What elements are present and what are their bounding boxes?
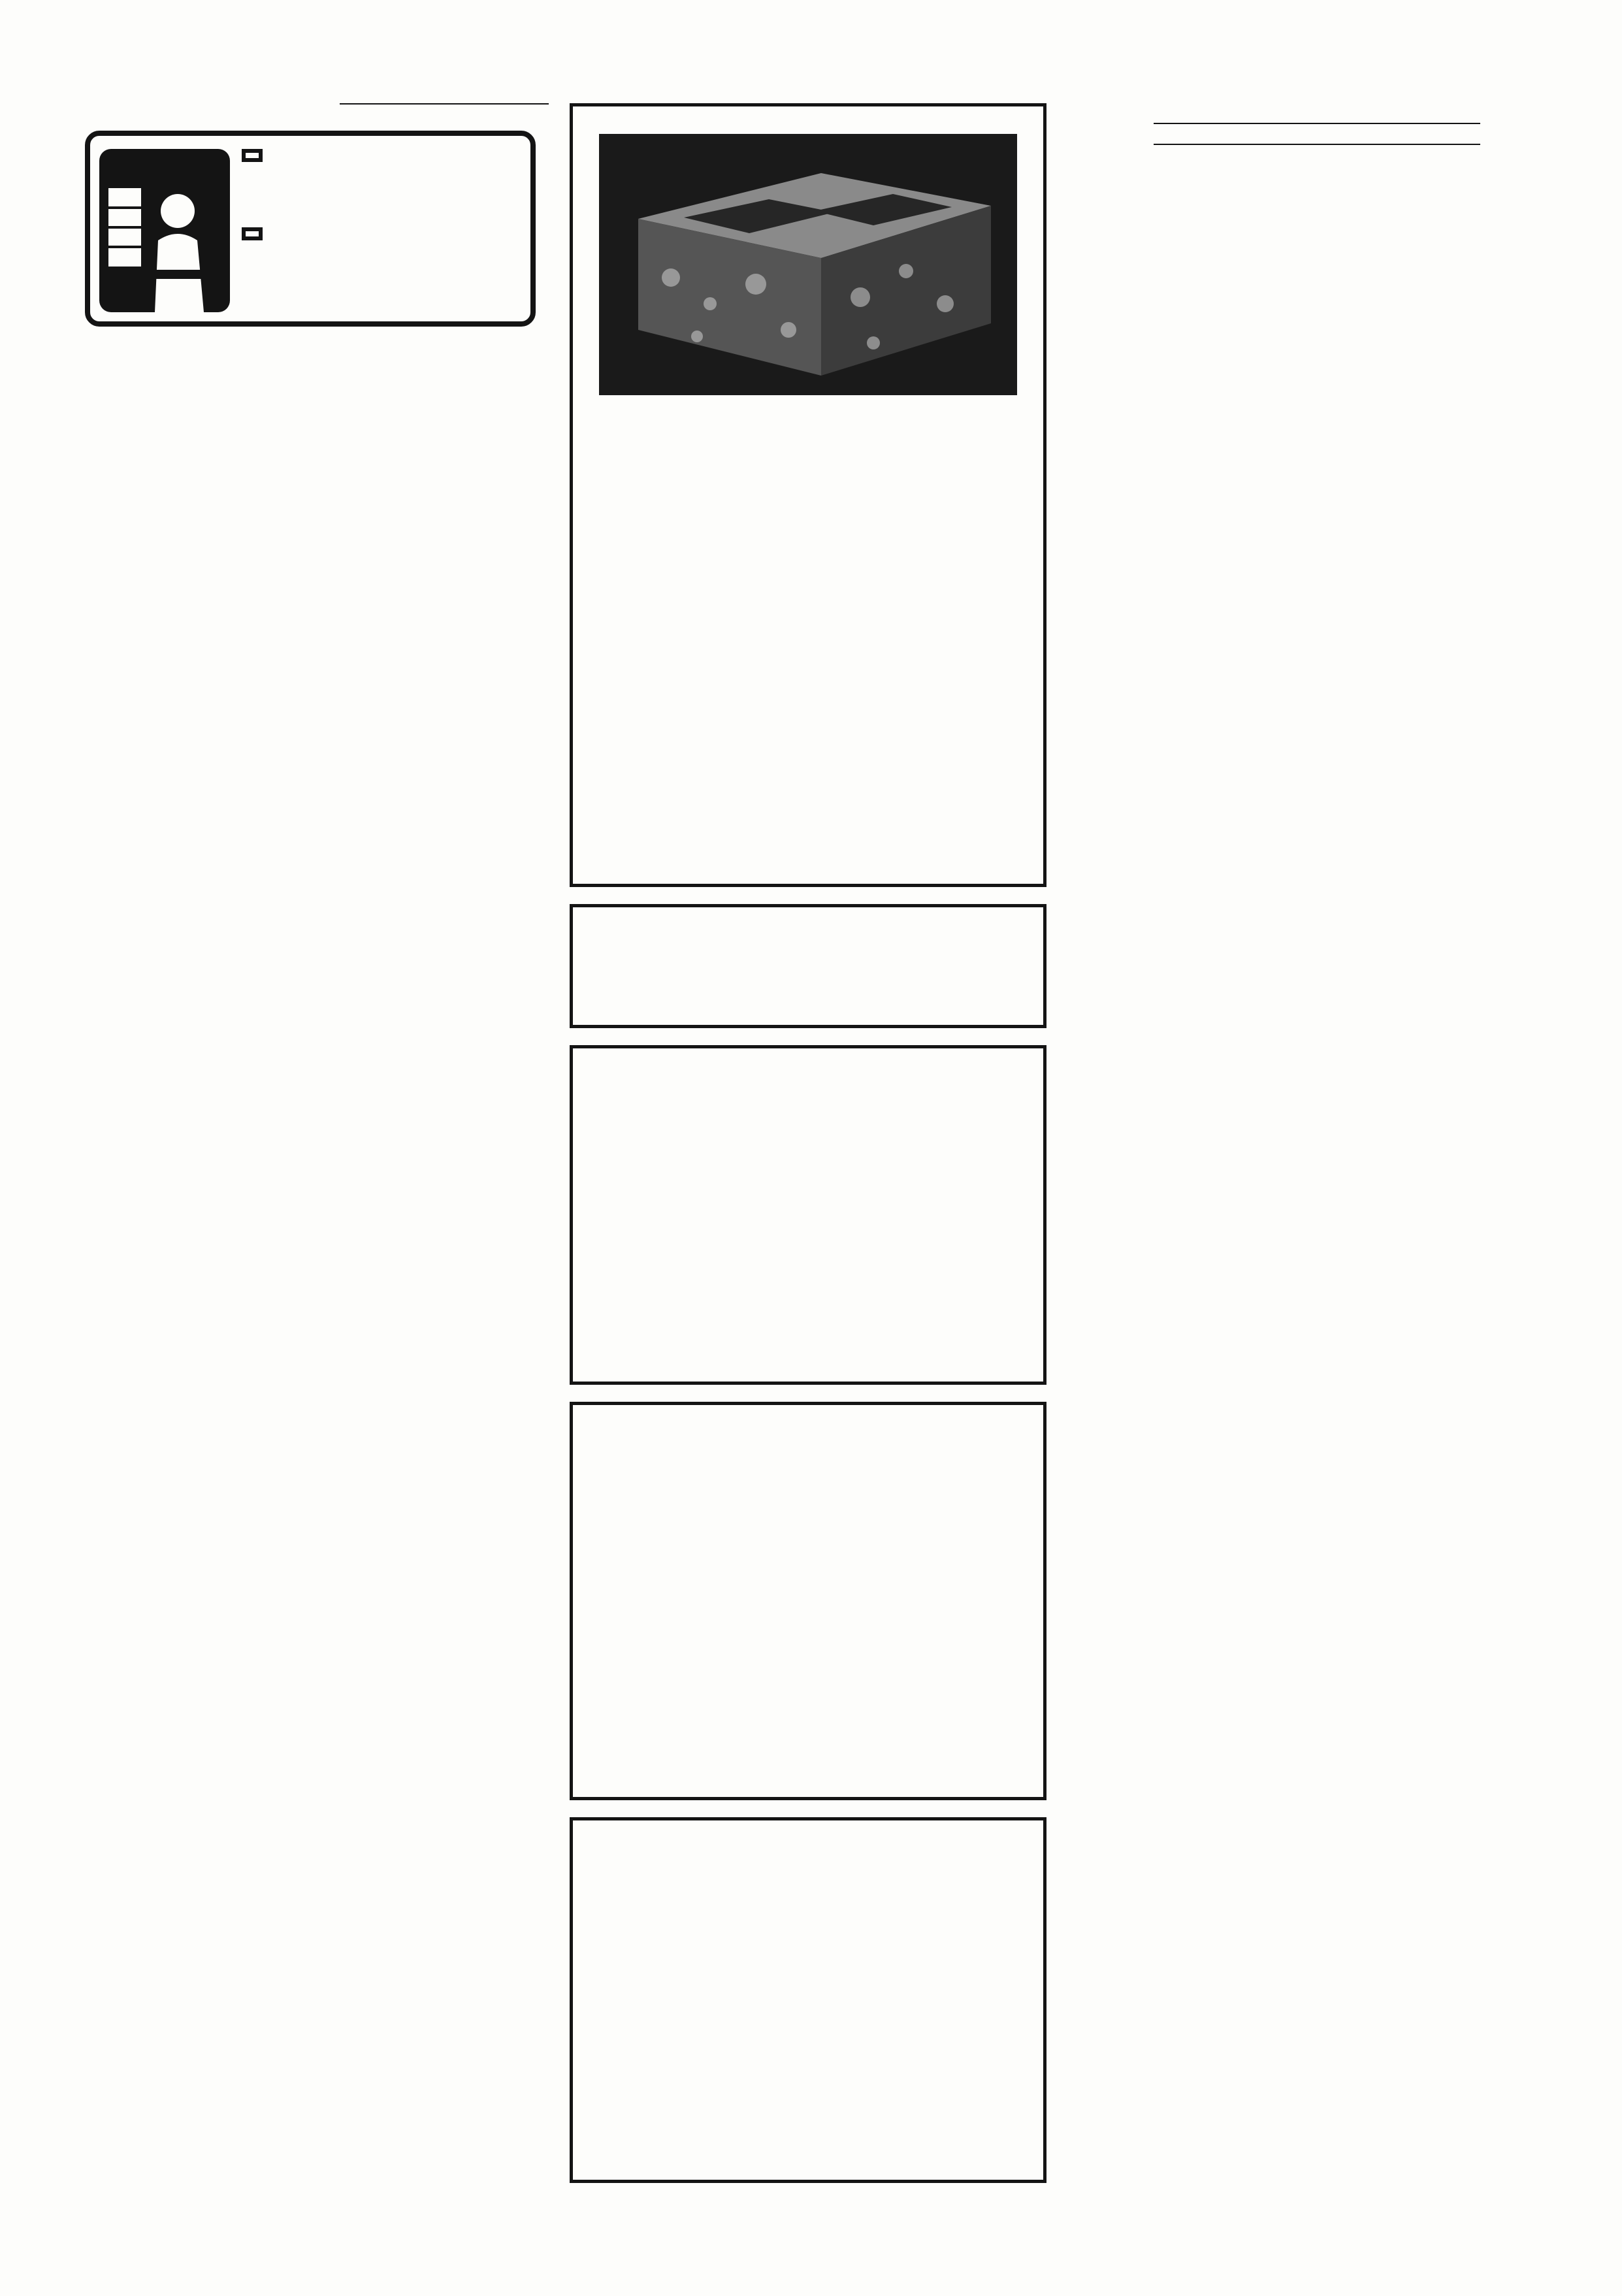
ad-pierre-artificielle — [570, 103, 1046, 887]
ad-gravel-duhamel — [570, 1402, 1046, 1800]
logo-word-renseignements — [242, 149, 263, 162]
logo-word-commerciaux — [242, 227, 263, 240]
column-right — [1075, 103, 1559, 158]
ad-lamarre — [570, 1045, 1046, 1385]
lenders-total — [340, 103, 549, 105]
office-clerk-illustration-icon — [99, 149, 230, 312]
column-ads — [570, 103, 1046, 2200]
divider — [1154, 123, 1480, 124]
stone-block-image — [599, 134, 1017, 395]
renseignements-logo — [85, 131, 536, 327]
divider — [1154, 144, 1480, 145]
ad-pain-pour-oiseaux — [570, 904, 1046, 1028]
ad-mcarthur-corneille — [570, 1817, 1046, 2183]
column-left — [65, 103, 549, 336]
